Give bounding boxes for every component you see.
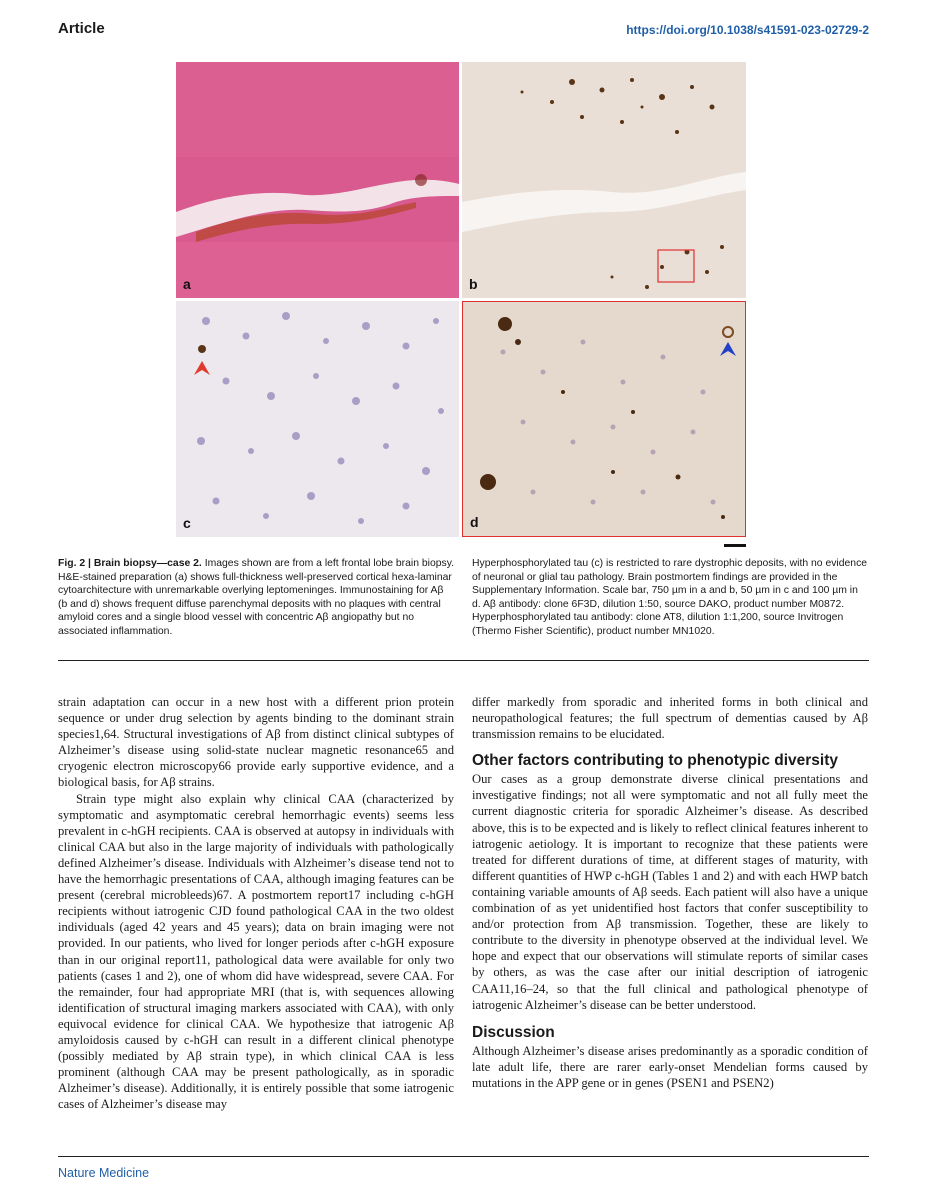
section-heading: Other factors contributing to phenotypic diversity <box>472 752 839 770</box>
caption-text: Images shown are from a left frontal lobe brain biopsy. H&E-stained preparation (a) shows full-thickness well-preserved cortical hexa-laminar cytoarchitecture with unremarkable overlying leptomeninges. Immunostaining for Aβ (b and d) shows frequent diffuse parenchymal deposits with no plaques with central amyloid cores and a single blood vessel with concentric Aβ angiopathy but no associated inflammation. <box>58 558 455 637</box>
paragraph: Although Alzheimer’s disease arises predominantly as a sporadic condition of late adult life, there are rarer early-onset Mendelian forms caused by mutations in the APP gene or in genes (PSEN1 and PSEN2) <box>472 1043 868 1090</box>
panel-label: d <box>470 514 479 530</box>
footer-rule <box>58 1156 869 1157</box>
panel-label: b <box>469 276 478 292</box>
paragraph: Our cases as a group demonstrate diverse clinical presentations and investigative findings; not all were symptomatic and not all fully meet the current diagnostic criteria for sporadic Alzheimer’s disease. As described above, this is to be expected and is likely to reflect clinical features inherent to iatrogenic aetiology. It is important to recognize that these patients were treated for different durations of time, at different stages of maturity, with different quantities of HWP c-hGH (Tables 1 and 2) and with each HWP batch containing variable amounts of Aβ seeds. Each patient will also have a unique combination of as yet unidentified host factors that confer susceptibility to and/or protection from Aβ transmission. Together, these are likely to contribute to the diversity in phenotype observed at the individual level. We hope and expect that our observations will stimulate reports of similar cases by others, as was the case after our initial description of iatrogenic CAA11,16–24, so that the full clinical and pathological phenotype of iatrogenic Alzheimer’s disease can be better understood. <box>472 772 868 1012</box>
he-stain-image <box>176 62 459 298</box>
figure-panel-a <box>176 62 459 298</box>
figure-panel-b <box>462 62 746 298</box>
paragraph: Strain type might also explain why clinical CAA (characterized by symptomatic and asymptomatic cerebral hemorrhagic events) seems less prevalent in c-hGH recipients. CAA is observed at autopsy in individuals with clinical CAA but also in the large majority of individuals with pathologically defined Alzheimer’s disease. Individuals with Alzheimer’s disease tend not to have the hemorrhagic presentations of CAA, although imaging features can be present (cerebral microbleeds)67. A postmortem report17 including c-hGH recipients without iatrogenic CJD found pathological CAA in the two oldest individuals (aged 42 years and 45 years); data on brain imaging were not provided. In our patients, who lived for longer periods after c-hGH exposure than in our original report11, pathological data were available for only two patients (cases 1 and 2), one of whom did have widespread, severe CAA. For the remainder, four had appropriate MRI (that is, with sequences allowing identification of structural imaging markers associated with CAA), with only equivocal evidence for clinical CAA. We hypothesize that iatrogenic Aβ amyloidosis caused by c-hGH can result in a different clinical phenotype (possibly mediated by Aβ strain type), in which clinical CAA is less prominent (although CAA may be present pathologically, as in sporadic Alzheimer’s disease). Additionally, it is entirely possible that some iatrogenic cases of Alzheimer’s disease may <box>58 791 454 1112</box>
right-column <box>472 694 868 1091</box>
figure-panel-c <box>176 301 459 537</box>
caption-rule <box>58 660 869 661</box>
caption-title: Fig. 2 | Brain biopsy—case 2. <box>58 558 202 569</box>
scale-bar <box>724 544 746 547</box>
left-column <box>58 694 454 1112</box>
panel-label: a <box>183 276 191 292</box>
journal-name: Nature Medicine <box>58 1166 150 1180</box>
tau-stain-image <box>176 301 459 537</box>
figure-caption-left <box>58 557 454 639</box>
doi-link[interactable]: https://doi.org/10.1038/s41591-023-02729-2 <box>626 23 869 37</box>
abeta-stain-image <box>462 62 746 298</box>
panel-label: c <box>183 515 191 531</box>
paragraph: differ markedly from sporadic and inherited forms in both clinical and neuropathological features; the full spectrum of dementias caused by Aβ transmission remains to be elucidated. <box>472 695 868 742</box>
section-heading: Discussion <box>472 1023 555 1041</box>
section-label: Article <box>58 20 105 37</box>
figure-panel-d <box>462 301 746 537</box>
figure-caption-right: Hyperphosphorylated tau (c) is restricted to rare dystrophic deposits, with no evidence of neuronal or glial tau pathology. Brain postmortem findings are provided in the Supplementary Information. Scale bar, 750 µm in a and b, 50 µm in c and 100 µm in d. Aβ antibody: clone 6F3D, dilution 1:50, source DAKO, product number M0872. Hyperphosphorylated tau antibody: clone AT8, dilution 1:1,200, source Invitrogen (Thermo Fisher Scientific), product number MN1020. <box>472 558 868 637</box>
abeta-detail-image <box>463 302 745 536</box>
paragraph: strain adaptation can occur in a new host with a different prion protein sequence or under drug selection by agents binding to the dominant strain species1,64. Structural investigations of Aβ from distinct clinical subtypes of Alzheimer’s disease using solid-state nuclear magnetic resonance65 and cryogenic electron microscopy66 provide early supportive evidence, and a biological basis, for Aβ strains. <box>58 695 454 790</box>
